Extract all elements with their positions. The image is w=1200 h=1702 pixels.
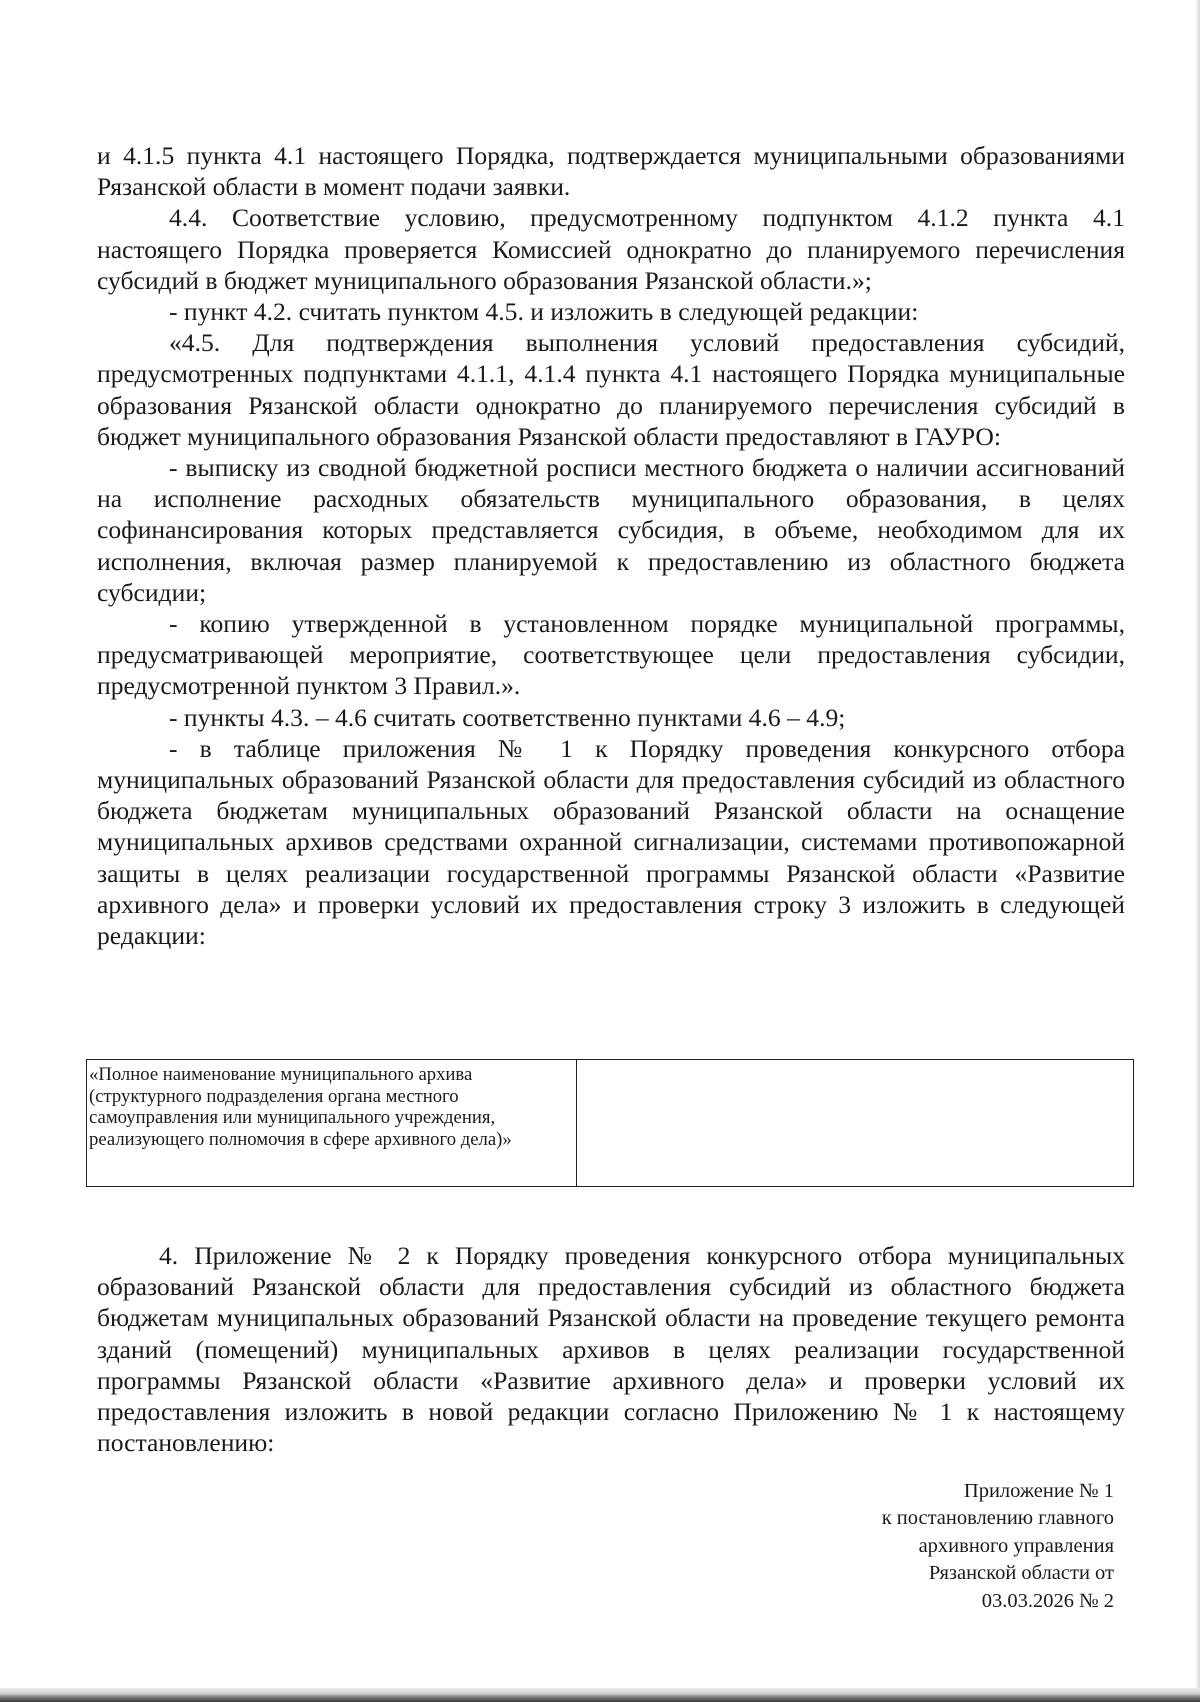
appendix-line-3: архивного управления bbox=[918, 1534, 1114, 1557]
appendix-header bbox=[754, 1478, 1114, 1615]
paragraph-items-renumber: - пункты 4.3. – 4.6 считать соответственно пунктами 4.6 – 4.9; bbox=[169, 702, 846, 732]
scan-artifact bbox=[490, 2, 660, 16]
paragraph-continuation: и 4.1.5 пункта 4.1 настоящего Порядка, подтверждается муниципальными образованиями Рязанской области в момент подачи заявки. bbox=[97, 141, 1125, 202]
appendix-line-5: 03.03.2026 № 2 bbox=[981, 1589, 1114, 1612]
section-4 bbox=[97, 1240, 1125, 1458]
paragraph-4: 4. Приложение № 2 к Порядку проведения конкурсного отбора муниципальных образований Рязанской области для предоставления субсидий из областного бюджета бюджетам муниципальных образований Рязанской области на проведение текущего ремонта зданий (помещений) муниципальных архивов в целях реализации государственной программы Рязанской области «Развитие архивного дела» и проверки условий их предоставления изложить в новой редакции согласно Приложению № 1 к настоящему постановлению: bbox=[97, 1241, 1125, 1458]
paragraph-item-4-2: - пункт 4.2. считать пунктом 4.5. и изложить в следующей редакции: bbox=[169, 297, 919, 327]
main-text bbox=[97, 140, 1125, 951]
paragraph-bullet-copy: - копию утвержденной в установленном порядке муниципальной программы, предусматривающей мероприятие, соответствующее цели предоставления субсидии, предусмотренной пунктом 3 Правил.». bbox=[97, 609, 1125, 701]
scan-edge-bottom bbox=[0, 1688, 1200, 1702]
appendix-line-4: Рязанской области от bbox=[928, 1562, 1114, 1585]
amendment-table bbox=[86, 1059, 1134, 1187]
table-cell-name: «Полное наименование муниципального архива (структурного подразделения органа местного самоуправления или муниципального учреждения, реализующего полномочия в сфере архивного дела)» bbox=[87, 1060, 577, 1186]
paragraph-bullet-extract: - выписку из сводной бюджетной росписи местного бюджета о наличии ассигнований на исполнение расходных обязательств муниципального образования, в целях софинансирования которых представляется субсидия, в объеме, необходимом для их исполнения, включая размер планируемой к предоставлению из областного бюджета субсидии; bbox=[97, 453, 1125, 607]
appendix-line-1: Приложение № 1 bbox=[963, 1480, 1114, 1502]
scan-edge-right bbox=[1196, 0, 1200, 1702]
paragraph-table-change: - в таблице приложения № 1 к Порядку проведения конкурсного отбора муниципальных образований Рязанской области для предоставления субсидий из областного бюджета бюджетам муниципальных образований Рязанской области на оснащение муниципальных архивов средствами охранной сигнализации, системами противопожарной защиты в целях реализации государственной программы Рязанской области «Развитие архивного дела» и проверки условий их предоставления строку 3 изложить в следующей редакции: bbox=[97, 733, 1125, 951]
paragraph-4-4: 4.4. Соответствие условию, предусмотренному подпунктом 4.1.2 пункта 4.1 настоящего Порядка проверяется Комиссией однократно до планируемого перечисления субсидий в бюджет муниципального образования Рязанской области.»; bbox=[97, 203, 1125, 295]
table-cell-empty bbox=[577, 1060, 1133, 1186]
appendix-line-2: к постановлению главного bbox=[881, 1507, 1114, 1530]
paragraph-4-5: «4.5. Для подтверждения выполнения условий предоставления субсидий, предусмотренных подпунктами 4.1.1, 4.1.4 пункта 4.1 настоящего Порядка муниципальные образования Рязанской области однократно до планируемого перечисления субсидий в бюджет муниципального образования Рязанской области предоставляют в ГАУРО: bbox=[97, 328, 1125, 451]
